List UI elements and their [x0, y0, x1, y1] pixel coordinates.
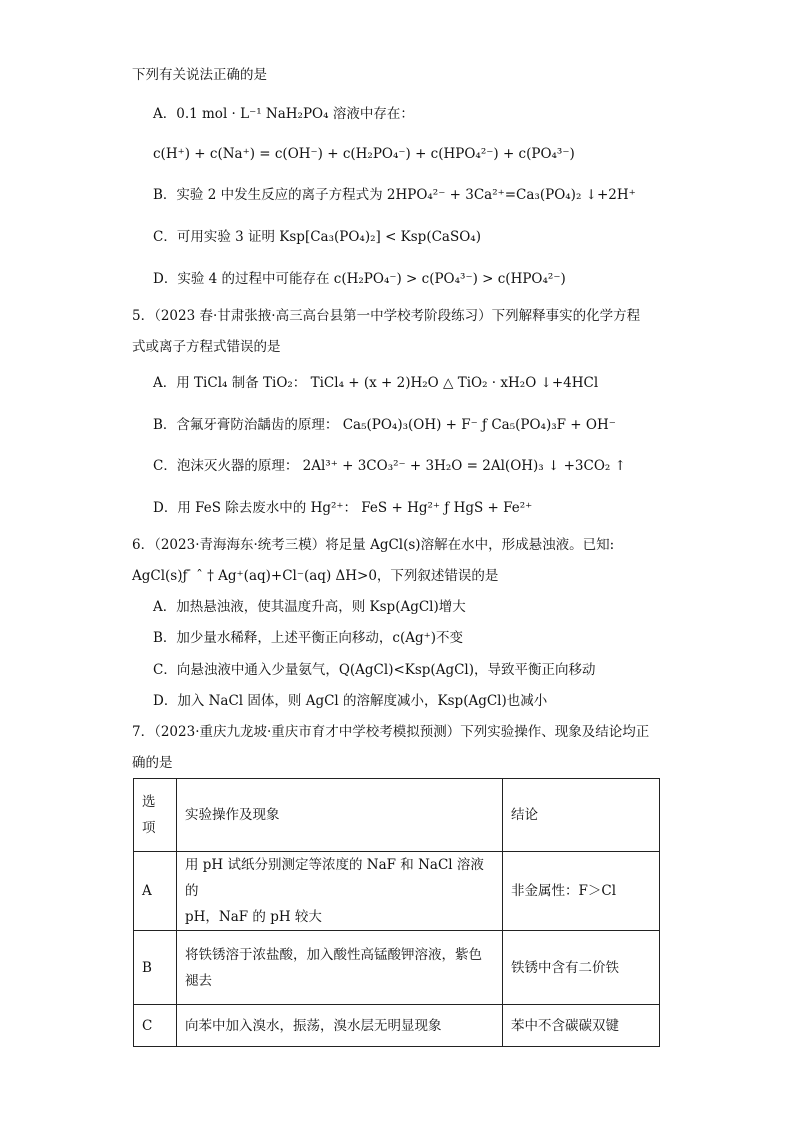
table-header-row [134, 779, 660, 852]
question-6-stem-cont: AgCl(s)ƒ ̄ ˆ † Ag⁺(aq)+Cl⁻(aq) ΔH>0，下列叙述错误的是 [132, 568, 499, 584]
question-6-stem: 6．（2023·青海海东·统考三模）将足量 AgCl(s)溶解在水中，形成悬浊液。已知: [132, 537, 615, 553]
option-b: B．实验 2 中发生反应的离子方程式为 2HPO₄²⁻ + 3Ca²⁺=Ca₃(PO₄)₂ ↓+2H⁺ [153, 187, 636, 203]
header-conclusion-cell: 结论 [503, 779, 660, 852]
header-option-cell [134, 779, 177, 852]
header-option-char2: 项 [142, 820, 156, 836]
row-option: A [134, 852, 177, 931]
q5-option-a: A．用 TiCl₄ 制备 TiO₂： TiCl₄ + (x + 2)H₂O △ TiO₂ · xH₂O ↓+4HCl [153, 375, 599, 391]
row-operation-line2: pH，NaF 的 pH 较大 [185, 909, 322, 925]
row-operation-line1: 将铁锈溶于浓盐酸，加入酸性高锰酸钾溶液，紫色 [185, 946, 482, 963]
question-7-stem: 7．（2023·重庆九龙坡·重庆市育才中学校考模拟预测）下列实验操作、现象及结论均正 [132, 724, 650, 740]
option-d: D．实验 4 的过程中可能存在 c(H₂PO₄⁻) > c(PO₄³⁻) > c(HPO₄²⁻) [153, 271, 566, 287]
row-operation [177, 852, 503, 931]
row-option: B [134, 931, 177, 1005]
q6-option-c: C．向悬浊液中通入少量氨气，Q(AgCl)<Ksp(AgCl)，导致平衡正向移动 [153, 662, 596, 678]
experiment-table [133, 778, 660, 1047]
header-operation-cell: 实验操作及现象 [177, 779, 503, 852]
header-option-char1: 选 [142, 794, 156, 810]
row-conclusion: 苯中不含碳碳双键 [503, 1005, 660, 1047]
table-row [134, 931, 660, 1005]
table-row [134, 1005, 660, 1047]
q5-option-d: D．用 FeS 除去废水中的 Hg²⁺： FeS + Hg²⁺ ƒ HgS + Fe²⁺ [153, 500, 533, 516]
option-a-equation: c(H⁺) + c(Na⁺) = c(OH⁻) + c(H₂PO₄⁻) + c(HPO₄²⁻) + c(PO₄³⁻) [153, 146, 575, 162]
row-operation-line1: 用 pH 试纸分别测定等浓度的 NaF 和 NaCl 溶液的 [185, 857, 484, 899]
q6-option-d: D．加入 NaCl 固体，则 AgCl 的溶解度减小，Ksp(AgCl)也减小 [153, 693, 548, 709]
row-operation-line2: 褪去 [185, 972, 212, 989]
question-intro: 下列有关说法正确的是 [132, 67, 267, 83]
q6-option-a: A．加热悬浊液，使其温度升高，则 Ksp(AgCl)增大 [153, 599, 466, 615]
q6-option-b: B．加少量水稀释，上述平衡正向移动，c(Ag⁺)不变 [153, 630, 464, 646]
option-a-line1: A．0.1 mol · L⁻¹ NaH₂PO₄ 溶液中存在： [153, 106, 414, 122]
question-5-stem: 5．（2023 春·甘肃张掖·高三高台县第一中学校考阶段练习）下列解释事实的化学方程 [132, 308, 641, 324]
row-operation [177, 931, 503, 1005]
row-conclusion: 非金属性：F＞Cl [503, 852, 660, 931]
option-c: C．可用实验 3 证明 Ksp[Ca₃(PO₄)₂] < Ksp(CaSO₄) [153, 229, 481, 245]
row-conclusion: 铁锈中含有二价铁 [503, 931, 660, 1005]
q5-option-b: B．含氟牙膏防治龋齿的原理： Ca₅(PO₄)₃(OH) + F⁻ ƒ Ca₅(PO₄)₃F + OH⁻ [153, 417, 616, 433]
row-operation: 向苯中加入溴水，振荡，溴水层无明显现象 [177, 1005, 503, 1047]
question-5-stem-cont: 式或离子方程式错误的是 [132, 339, 281, 355]
question-7-stem-cont: 确的是 [132, 755, 173, 771]
table-row [134, 852, 660, 931]
row-option: C [134, 1005, 177, 1047]
q5-option-c: C．泡沫灭火器的原理： 2Al³⁺ + 3CO₃²⁻ + 3H₂O = 2Al(OH)₃ ↓ +3CO₂ ↑ [153, 458, 626, 474]
